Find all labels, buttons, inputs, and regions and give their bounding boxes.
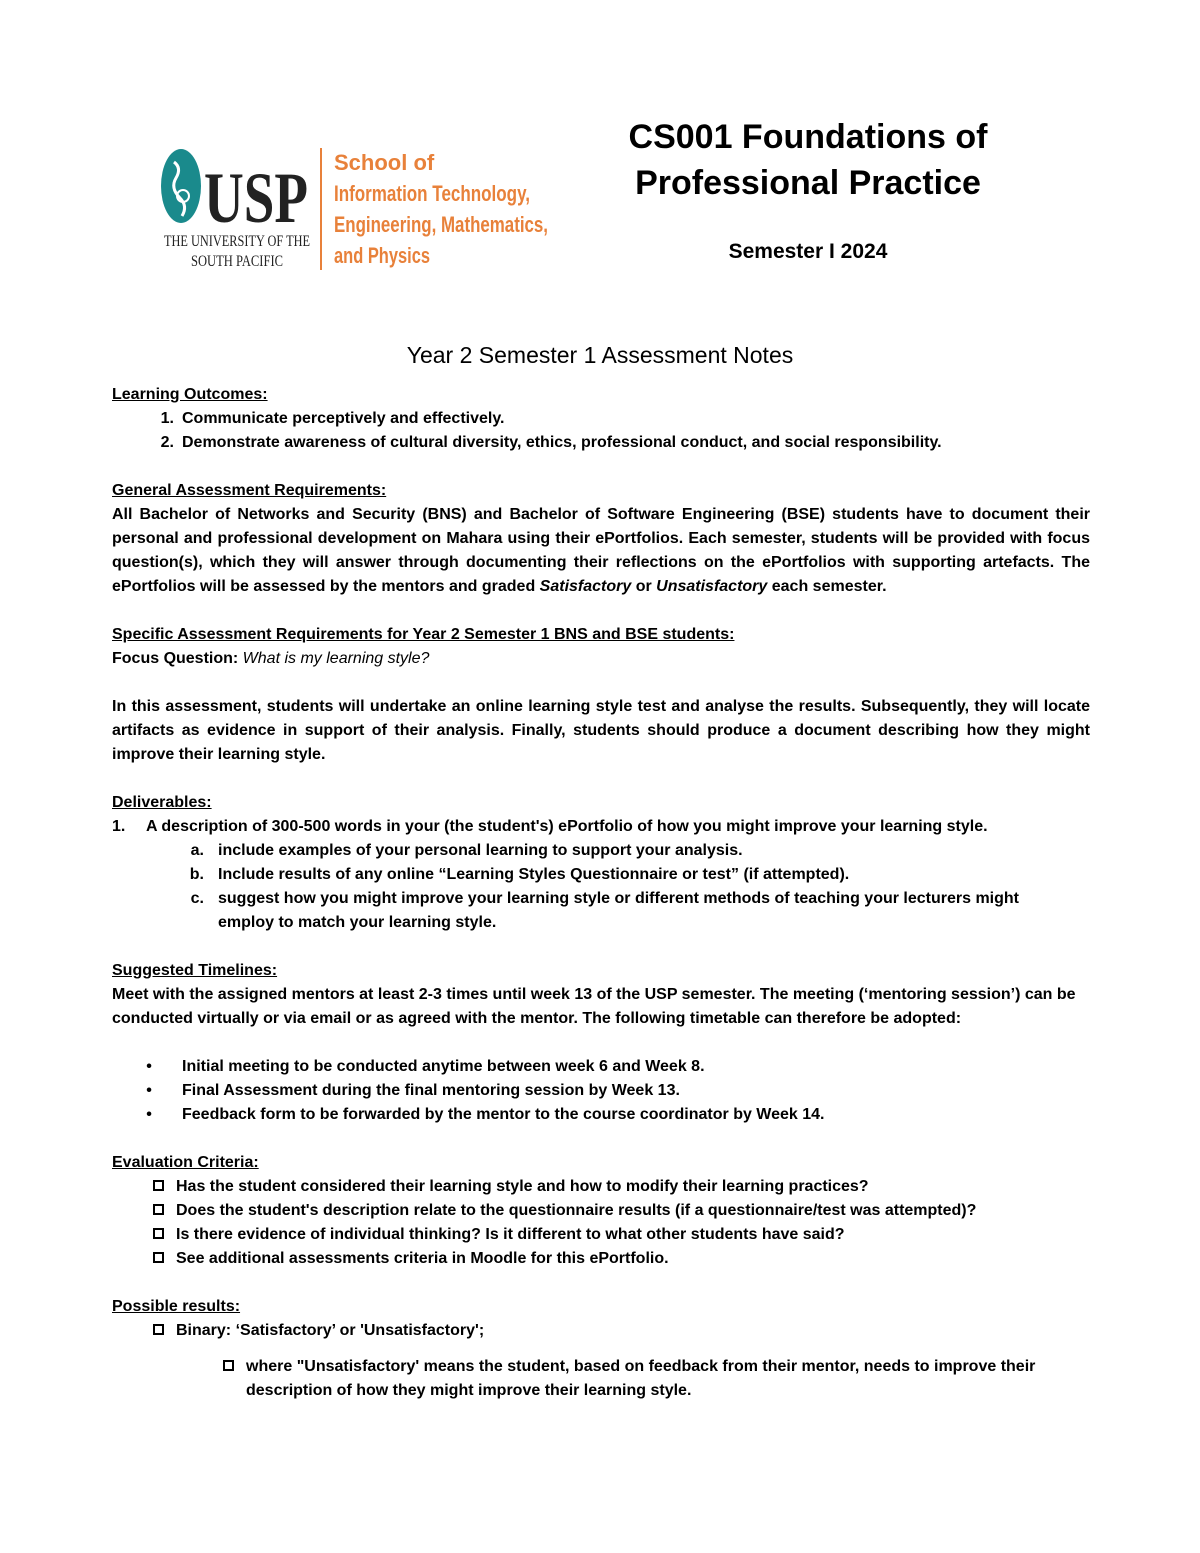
school-line4: and Physics — [334, 243, 430, 268]
bullet-icon: • — [146, 1082, 152, 1099]
criterion-text: Is there evidence of individual thinking? Is it different to what other students have said? — [176, 1226, 845, 1243]
school-line2: Information Technology, — [334, 181, 530, 206]
result-text: Binary: ‘Satisfactory’ or 'Unsatisfactory'; — [176, 1322, 485, 1339]
criterion-text: Does the student's description relate to the questionnaire results (if a questionnaire/test was attempted)? — [176, 1202, 977, 1219]
document-title: Year 2 Semester 1 Assessment Notes — [406, 342, 794, 368]
timeline-text: Final Assessment during the final mentoring session by Week 13. — [182, 1082, 680, 1099]
subitem-text: include examples of your personal learning to support your analysis. — [218, 842, 743, 859]
deliverables-heading: Deliverables: — [112, 794, 212, 811]
timeline-text: Initial meeting to be conducted anytime between week 6 and Week 8. — [182, 1058, 705, 1075]
timeline-text: Feedback form to be forwarded by the mentor to the course coordinator by Week 14. — [182, 1106, 825, 1123]
timelines-paragraph: Meet with the assigned mentors at least 2-3 times until week 13 of the USP semester. The meeting (‘mentoring session’) can be conducted virtually or via email or as agreed with the mentor. The following timetable can therefore be adopted: — [112, 986, 1076, 1027]
subitem-text: Include results of any online “Learning Styles Questionnaire or test” (if attempted). — [218, 866, 850, 883]
list-letter: c. — [190, 890, 204, 907]
deliverable-text: A description of 300-500 words in your (the student's) ePortfolio of how you might improve your learning style. — [146, 818, 988, 835]
usp-emblem-icon — [161, 149, 201, 223]
bullet-icon: • — [146, 1058, 152, 1075]
list-item — [112, 431, 1090, 455]
university-line2: SOUTH PACIFIC — [191, 253, 283, 270]
list-number: 1. — [160, 410, 174, 427]
list-subitem — [112, 839, 1090, 863]
evaluation-heading: Evaluation Criteria: — [112, 1154, 259, 1171]
list-number: 1. — [112, 818, 126, 835]
list-item — [112, 1055, 1090, 1079]
list-letter: a. — [190, 842, 204, 859]
university-line1: THE UNIVERSITY OF THE — [164, 233, 310, 250]
general-requirements-heading: General Assessment Requirements: — [112, 482, 387, 499]
list-number: 2. — [160, 434, 174, 451]
list-item — [112, 1223, 1090, 1247]
criterion-text: See additional assessments criteria in Moodle for this ePortfolio. — [176, 1250, 669, 1267]
bullet-icon: • — [146, 1106, 152, 1123]
list-letter: b. — [189, 866, 204, 883]
criterion-text: Has the student considered their learning style and how to modify their learning practices? — [176, 1178, 869, 1195]
outcome-text: Demonstrate awareness of cultural diversity, ethics, professional conduct, and social responsibility. — [182, 434, 942, 451]
list-subitem — [112, 1355, 1090, 1403]
list-item — [112, 1103, 1090, 1127]
course-title-line1: CS001 Foundations of — [628, 118, 988, 156]
specific-requirements-heading: Specific Assessment Requirements for Year 2 Semester 1 BNS and BSE students: — [112, 626, 735, 643]
school-line3: Engineering, Mathematics, — [334, 212, 548, 237]
list-subitem — [112, 887, 1090, 935]
list-item — [112, 815, 1090, 839]
learning-outcomes-heading: Learning Outcomes: — [112, 386, 268, 403]
checkbox-icon — [153, 1228, 164, 1239]
semester-label: Semester I 2024 — [728, 240, 888, 263]
document-body — [112, 383, 1090, 1403]
usp-logo — [160, 140, 560, 275]
usp-letters: USP — [204, 158, 308, 238]
list-item — [112, 1079, 1090, 1103]
school-line1: School of — [334, 150, 435, 175]
checkbox-icon — [153, 1324, 164, 1335]
subitem-text: suggest how you might improve your learning style or different methods of teaching your lecturers might employ to match your learning style. — [218, 890, 1019, 931]
list-item — [112, 1199, 1090, 1223]
list-item — [112, 1247, 1090, 1271]
list-subitem — [112, 863, 1090, 887]
checkbox-icon — [153, 1252, 164, 1263]
results-heading: Possible results: — [112, 1298, 241, 1315]
checkbox-icon — [153, 1180, 164, 1191]
checkbox-icon — [223, 1360, 234, 1371]
course-title — [598, 114, 1018, 206]
course-title-line2: Professional Practice — [635, 164, 981, 202]
focus-question: Focus Question: What is my learning style? — [112, 650, 430, 667]
checkbox-icon — [153, 1204, 164, 1215]
list-item — [112, 407, 1090, 431]
list-item — [112, 1175, 1090, 1199]
result-subtext: where "Unsatisfactory' means the student, based on feedback from their mentor, needs to improve their description of how they might improve their learning style. — [246, 1358, 1036, 1399]
list-item — [112, 1319, 1090, 1343]
assessment-paragraph: In this assessment, students will undertake an online learning style test and analyse the results. Subsequently, they will locate artifacts as evidence in support of their analysis. Finally, students should produce a document describing how they might improve their learning style. — [112, 698, 1090, 763]
general-requirements-text: All Bachelor of Networks and Security (BNS) and Bachelor of Software Engineering (BSE) students have to document their personal and professional development on Mahara using their ePortfolios. Each semester, students will be provided with focus question(s), which they will answer through documenting their reflections on the ePortfolios with supporting artefacts. The ePortfolios will be assessed by the mentors and graded Satisfactory or Unsatisfactory each semester. — [112, 506, 1090, 595]
outcome-text: Communicate perceptively and effectively. — [182, 410, 505, 427]
timelines-heading: Suggested Timelines: — [112, 962, 278, 979]
